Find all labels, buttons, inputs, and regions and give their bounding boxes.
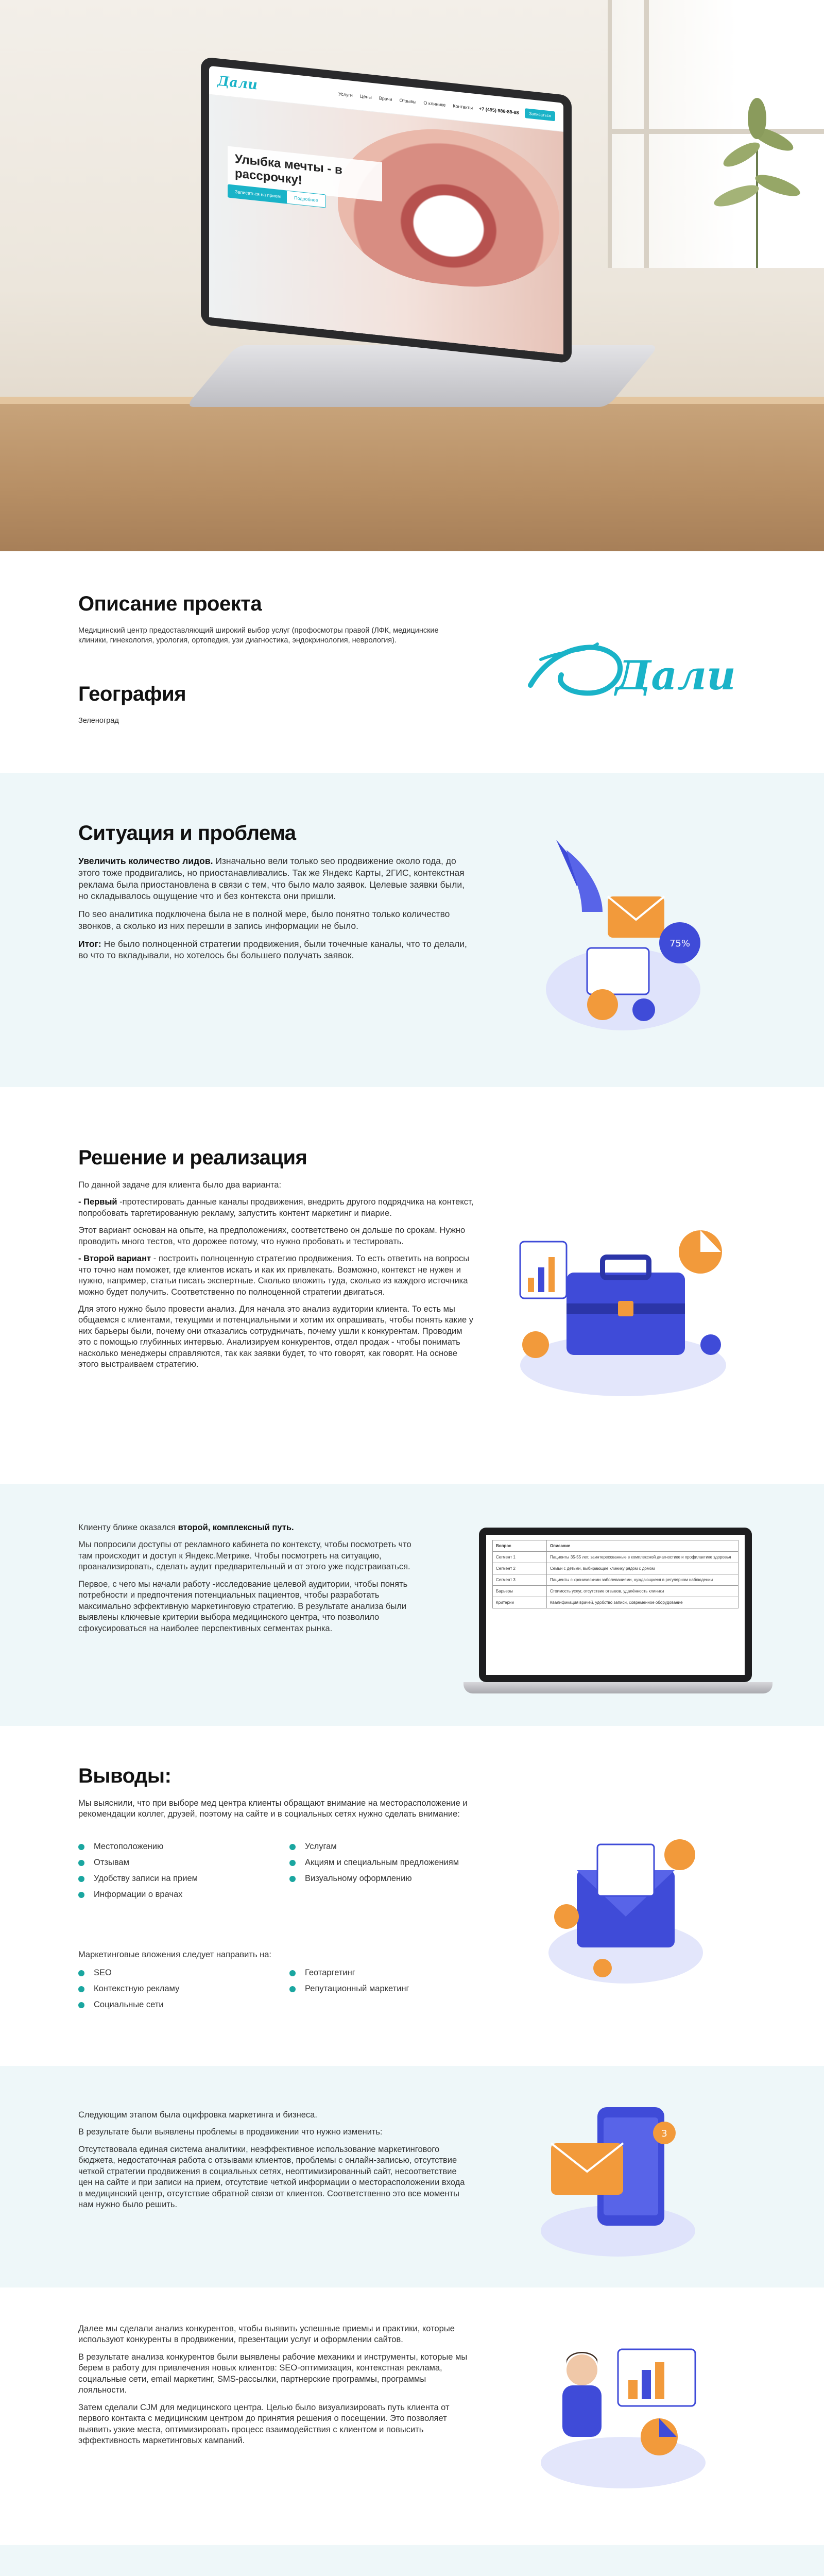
audience-table-cell: Квалификация врачей, удобство записи, современное оборудование [546,1597,738,1608]
list-item: SEO [78,1968,259,1978]
site-nav-item[interactable]: Контакты [453,103,473,111]
promo-button[interactable]: Записаться на прием [228,184,288,204]
audience-table-cell: Критерии [493,1597,547,1608]
laptop-base [185,345,660,407]
result-section [0,2545,824,2576]
client-section [0,1484,824,1726]
list-item: Геотаргетинг [289,1968,470,1978]
client-p3: Первое, с чего мы начали работу -исследование целевой аудитории, чтобы понять потребности и предпочтения потенциальных пациентов, чтобы разработать максимально эффективную маркетинговую стратегию. В результате анализа были выявлены ключевые критерии выбора медицинского центра, что позволило сфокусироваться на наиболее перспективных сегментах рынка. [78,1579,408,1633]
criteria-list [78,1842,470,1900]
audience-table [492,1540,739,1608]
geography-text: Зеленоград [78,717,119,725]
client-text [78,1522,413,1640]
site-nav-item[interactable]: Отзывы [399,97,417,105]
description-title: Описание проекта [78,592,262,615]
situation-title: Ситуация и проблема [78,822,296,844]
situation-p1-bold: Увеличить количество лидов. [78,856,213,866]
audience-table-cell: Барьеры [493,1586,547,1597]
audience-table-cell: Сегмент 1 [493,1552,547,1563]
geography-title: География [78,683,186,705]
analysis-p2: В результате анализа конкурентов были выявлены рабочие механики и инструменты, которые мы берем в работу для привлечения новых клиентов: SEO-оптимизация, контекстная реклама, социальные сети, email маркетинг, SMS-рассылки, партнерские программы, программы лояльности. [78,2352,468,2395]
promo-title: Улыбка мечты - в рассрочку! [228,146,382,201]
channels-list [78,1968,470,2010]
analysis-text [78,2324,475,2452]
audience-table-cell: Сегмент 3 [493,1574,547,1586]
list-item: Удобству записи на прием [78,1874,259,1884]
list-item: Контекстную рекламу [78,1984,259,1994]
digitization-p3: Отсутствовала единая система аналитики, неэффективное использование маркетингового бюджета, недостаточная работа с отзывами клиентов, проблемы с онлайн-записью, отсутствие четкой стратегии продвижения в социальных сетях, неоптимизированный сайт, несоответствие цен на сайте и при записи на прием, отсутствие четкой информации о месторасположении входа в медицинский центр, отсутствие обратной связи от клиентов. Соответственно это все моменты нам нужно было решить. [78,2144,465,2210]
briefcase-illustration [505,1190,742,1406]
list-item: Информации о врачах [78,1890,259,1900]
analysis-p1: Далее мы сделали анализ конкурентов, чтобы выявить успешные приемы и практики, которые используют конкуренты в продвижении, презентации услуг и оформлении сайтов. [78,2324,455,2345]
client-p2: Мы попросили доступы от рекламного кабинета по контексту, чтобы посмотреть что там происходит и доступ к Яндекс.Метрике. Чтобы посмотреть на ситуацию, проанализировать, сделать аудит предварительный и от этого уже подстраиваться. [78,1540,411,1572]
site-nav-item[interactable]: Услуги [338,91,353,98]
situation-p3: Не было полноценной стратегии продвижения, были точечные каналы, что то делали, во что то вкладывали, но хотелось бы большего получать заявок. [78,938,467,961]
site-nav-item[interactable]: О клинике [423,99,446,108]
solution-v1-bold: - Первый [78,1197,117,1207]
plant-decoration [700,82,814,268]
situation-text [78,855,475,968]
list-item: Визуальному оформлению [289,1874,470,1884]
conclusions-title: Выводы: [78,1765,171,1787]
client-laptop [464,1528,772,1703]
digitization-section [0,2066,824,2287]
client-laptop-screen [479,1528,752,1682]
audience-table-cell: Сегмент 2 [493,1563,547,1574]
list-item: Услугам [289,1842,470,1852]
solution-text [78,1180,475,1377]
audience-table-head: Описание [546,1540,738,1552]
description-section [0,551,824,773]
audience-table-cell: Пациенты с хроническими заболеваниями, нуждающиеся в регулярном наблюдении [546,1574,738,1586]
situation-p1: Изначально вели только seo продвижение около года, до этого тоже продвигались, но приостанавливались. Так же Яндекс Карты, 2ГИС, контекстная реклама была приостановлена в связи с тем, что было мало заявок. Целевые заявки были, но складывалось ощущение что и без контекста они пришли. [78,856,465,902]
list-item: Акциям и специальным предложениям [289,1858,470,1868]
site-phone[interactable]: +7 (495) 988-88-88 [479,106,519,115]
laptop-screen [209,66,563,354]
list-item: Отзывам [78,1858,259,1868]
solution-p2: Этот вариант основан на опыте, на предположениях, соответствено он дольше по срокам. Нужно проводить много тестов, что дорожее потому, что нужно пробовать и тестировать. [78,1226,466,1246]
promo-banner [209,95,563,354]
analysis-p3: Затем сделали CJM для медицинского центра. Целью было визуализировать путь клиента от первого контакта с медицинским центром до принятия решения о посещении. Это позволяет выявить узкие места, оптимизировать процесс взаимодействия с клиентом и повысить эффективность маркетинговых кампаний. [78,2402,450,2445]
rocket-illustration [525,819,711,1041]
site-nav [338,91,473,110]
site-call-button[interactable]: Записаться [525,108,555,121]
description-text: Медицинский центр предоставляющий широкий выбор услуг (профосмотры правой (ЛФК, медицинские клиники, гинекология, урология, ортопедия, узи диагностика, эндокринология, неврология). [78,626,439,645]
digitization-p1: Следующим этапом была оцифровка маркетинга и бизнеса. [78,2110,317,2120]
solution-p4: Для этого нужно было провести анализ. Для начала это анализ аудитории клиента. То есть мы общаемся с клиентами, текущими и потенциальными и хотим их опрашивать, чтобы понять какие у них барьеры были, почему они отказались сотрудничать, почему ушли к конкурентам. Проводим это с помощью глубинных интервью. Анализируем конкурентов, отдел продаж - чтобы понимать насколько менеджеры справляются, так как заявки будет, то что говорят, как говорят. На основе этого выстраиваем стратегию. [78,1304,474,1369]
audience-doc [486,1535,745,1675]
solution-intro: По данной задаче для клиента было два варианта: [78,1180,282,1190]
client-laptop-base [464,1682,772,1693]
wooden-table [0,397,824,551]
solution-title: Решение и реализация [78,1146,307,1169]
conclusions-subtitle: Маркетинговые вложения следует направить на: [78,1950,271,1959]
site-nav-item[interactable]: Врачи [379,95,392,102]
dali-logo-text: Дали [615,652,736,699]
smile-photo [338,118,559,296]
dali-logo [520,629,736,706]
digitization-p2: В результате были выявлены проблемы в продвижении что нужно изменить: [78,2127,383,2137]
audience-table-cell: Семьи с детьми, выбирающие клинику рядом с домом [546,1563,738,1574]
client-p1-bold: второй, комплексный путь. [178,1523,294,1532]
situation-section [0,773,824,1087]
promo-more-button[interactable]: Подробнее [286,190,326,208]
client-p1-pre: Клиенту ближе оказался [78,1523,178,1532]
solution-v2: - построить полноценную стратегию продвижения. То есть ответить на вопросы что точно нам поможет, где клиентов искать и как их привлекать. Возможно, контекст не нужен и нужно, например, статьи писать экспертные. Сколько вложить туда, сколько из каждого источника можно будет получить. Соответственно по полноценной стратегии двигаться. [78,1254,470,1297]
audience-table-cell: Стоимость услуг, отсутствие отзывов, удалённость клиники [546,1586,738,1597]
list-item: Местоположению [78,1842,259,1852]
situation-p2: По seo аналитика подключена была не в полной мере, было понятно только количество звонков, а сколько из них перешли в запись информации не было. [78,909,450,931]
site-logo[interactable]: Дали [217,73,258,93]
site-nav-item[interactable]: Цены [359,93,372,100]
audience-table-head: Вопрос [493,1540,547,1552]
solution-section [0,1087,824,1484]
svg-text:3: 3 [661,2128,667,2139]
solution-v2-bold: - Второй вариант [78,1254,151,1264]
conclusions-section [0,1726,824,2066]
list-item: Репутационный маркетинг [289,1984,470,1994]
digitization-text [78,2110,470,2217]
phone-mail-illustration [530,2092,706,2262]
analyst-illustration [530,2318,716,2494]
analysis-section [0,2287,824,2545]
mail-illustration [541,1814,711,1994]
svg-text:75%: 75% [669,938,691,949]
hero-section [0,0,824,551]
situation-p3-bold: Итог: [78,938,101,949]
conclusions-text: Мы выяснили, что при выборе мед центра клиенты обращают внимание на месторасположение и рекомендации коллег, друзей, поэтому на сайте и в социальных сетях нужно сделать внимание: [78,1799,468,1819]
laptop-screen-frame [201,57,572,364]
list-item: Социальные сети [78,2000,259,2010]
solution-v1: -протестировать данные каналы продвижения, внедрить другого подрядчика на контекст, попробовать таргетированную рекламу, запустить контент маркетинг и пиарие. [78,1197,474,1218]
hero-laptop [201,57,613,407]
audience-table-cell: Пациенты 35-55 лет, заинтересованные в комплексной диагностике и профилактике здоровья [546,1552,738,1563]
